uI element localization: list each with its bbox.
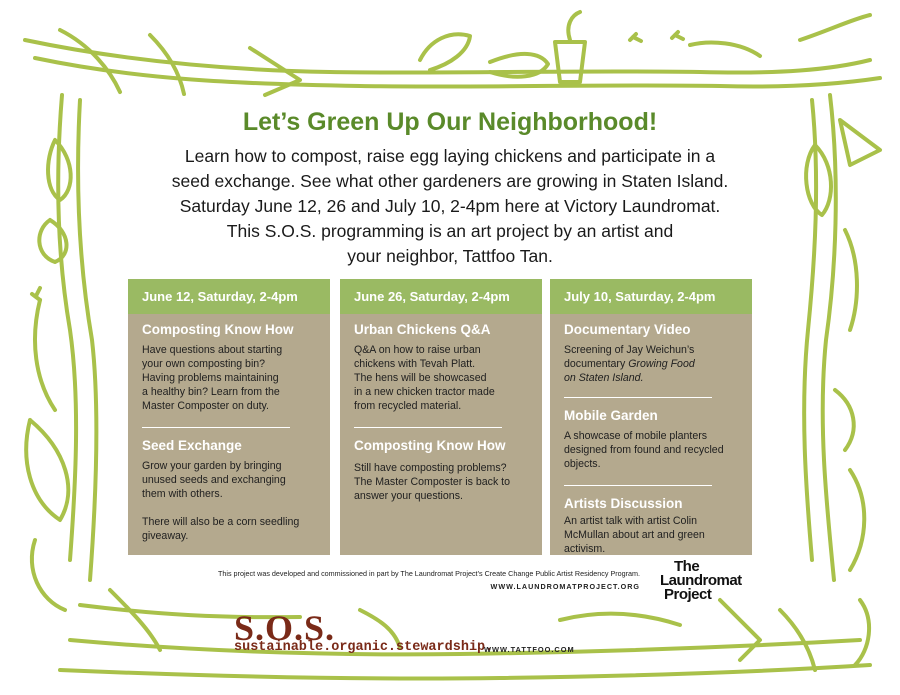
column-date-header: June 26, Saturday, 2-4pm [340, 279, 542, 314]
section-title: Urban Chickens Q&A [354, 322, 491, 337]
section-text: Screening of Jay Weichun’s documentary Growing Food on Staten Island. [564, 344, 695, 384]
section-divider [142, 427, 290, 428]
event-column-june-26 [340, 279, 542, 555]
section-text: An artist talk with artist Colin McMullan about art and green activism. [564, 515, 705, 555]
laundromat-project-logo: The Laundromat Project [660, 558, 742, 603]
event-column-june-12 [128, 279, 330, 555]
section-text: Have questions about starting your own composting bin? Having problems maintaining a healthy bin? Learn from the Master Composter on duty. [142, 344, 283, 412]
section-title: Composting Know How [354, 438, 506, 453]
laundromat-project-url[interactable]: WWW.LAUNDROMATPROJECT.ORG [490, 582, 640, 591]
section-text: Still have composting problems? The Master Composter is back to answer your questions. [354, 462, 511, 502]
sos-logo: S.O.S. [234, 608, 336, 648]
section-text: A showcase of mobile planters designed from found and recycled objects. [564, 430, 724, 470]
section-text: Q&A on how to raise urban chickens with Tevah Platt. The hens will be showcased in a new chicken tractor made from recycled material. [354, 344, 495, 412]
section-divider [564, 485, 712, 486]
section-title: Seed Exchange [142, 438, 242, 453]
credit-line: This project was developed and commissioned in part by The Laundromat Project’s Create Change Public Artist Residency Program. [217, 569, 640, 578]
intro-paragraph [110, 144, 790, 269]
section-divider [354, 427, 502, 428]
section-title: Composting Know How [142, 322, 294, 337]
intro-line: Saturday June 12, 26 and July 10, 2-4pm here at Victory Laundromat. [179, 196, 721, 216]
column-date-header: July 10, Saturday, 2-4pm [550, 279, 752, 314]
intro-line: seed exchange. See what other gardeners are growing in Staten Island. [171, 171, 729, 191]
section-title: Documentary Video [564, 322, 691, 337]
tattfoo-url[interactable]: WWW.TATTFOO.COM [484, 645, 575, 654]
sos-tagline: sustainable.organic.stewardship. [234, 640, 494, 655]
column-date-header: June 12, Saturday, 2-4pm [128, 279, 330, 314]
section-text: Grow your garden by bringing unused seeds and exchanging them with others. There will also be a corn seedling giveaway. [142, 460, 300, 542]
intro-line: your neighbor, Tattfoo Tan. [347, 246, 553, 266]
intro-line: This S.O.S. programming is an art project by an artist and [226, 221, 674, 241]
section-title: Artists Discussion [564, 496, 683, 511]
intro-line: Learn how to compost, raise egg laying chickens and participate in a [184, 146, 716, 166]
section-title: Mobile Garden [564, 408, 658, 423]
section-divider [564, 397, 712, 398]
event-column-july-10 [550, 279, 752, 555]
page-title: Let’s Green Up Our Neighborhood! [242, 108, 658, 136]
